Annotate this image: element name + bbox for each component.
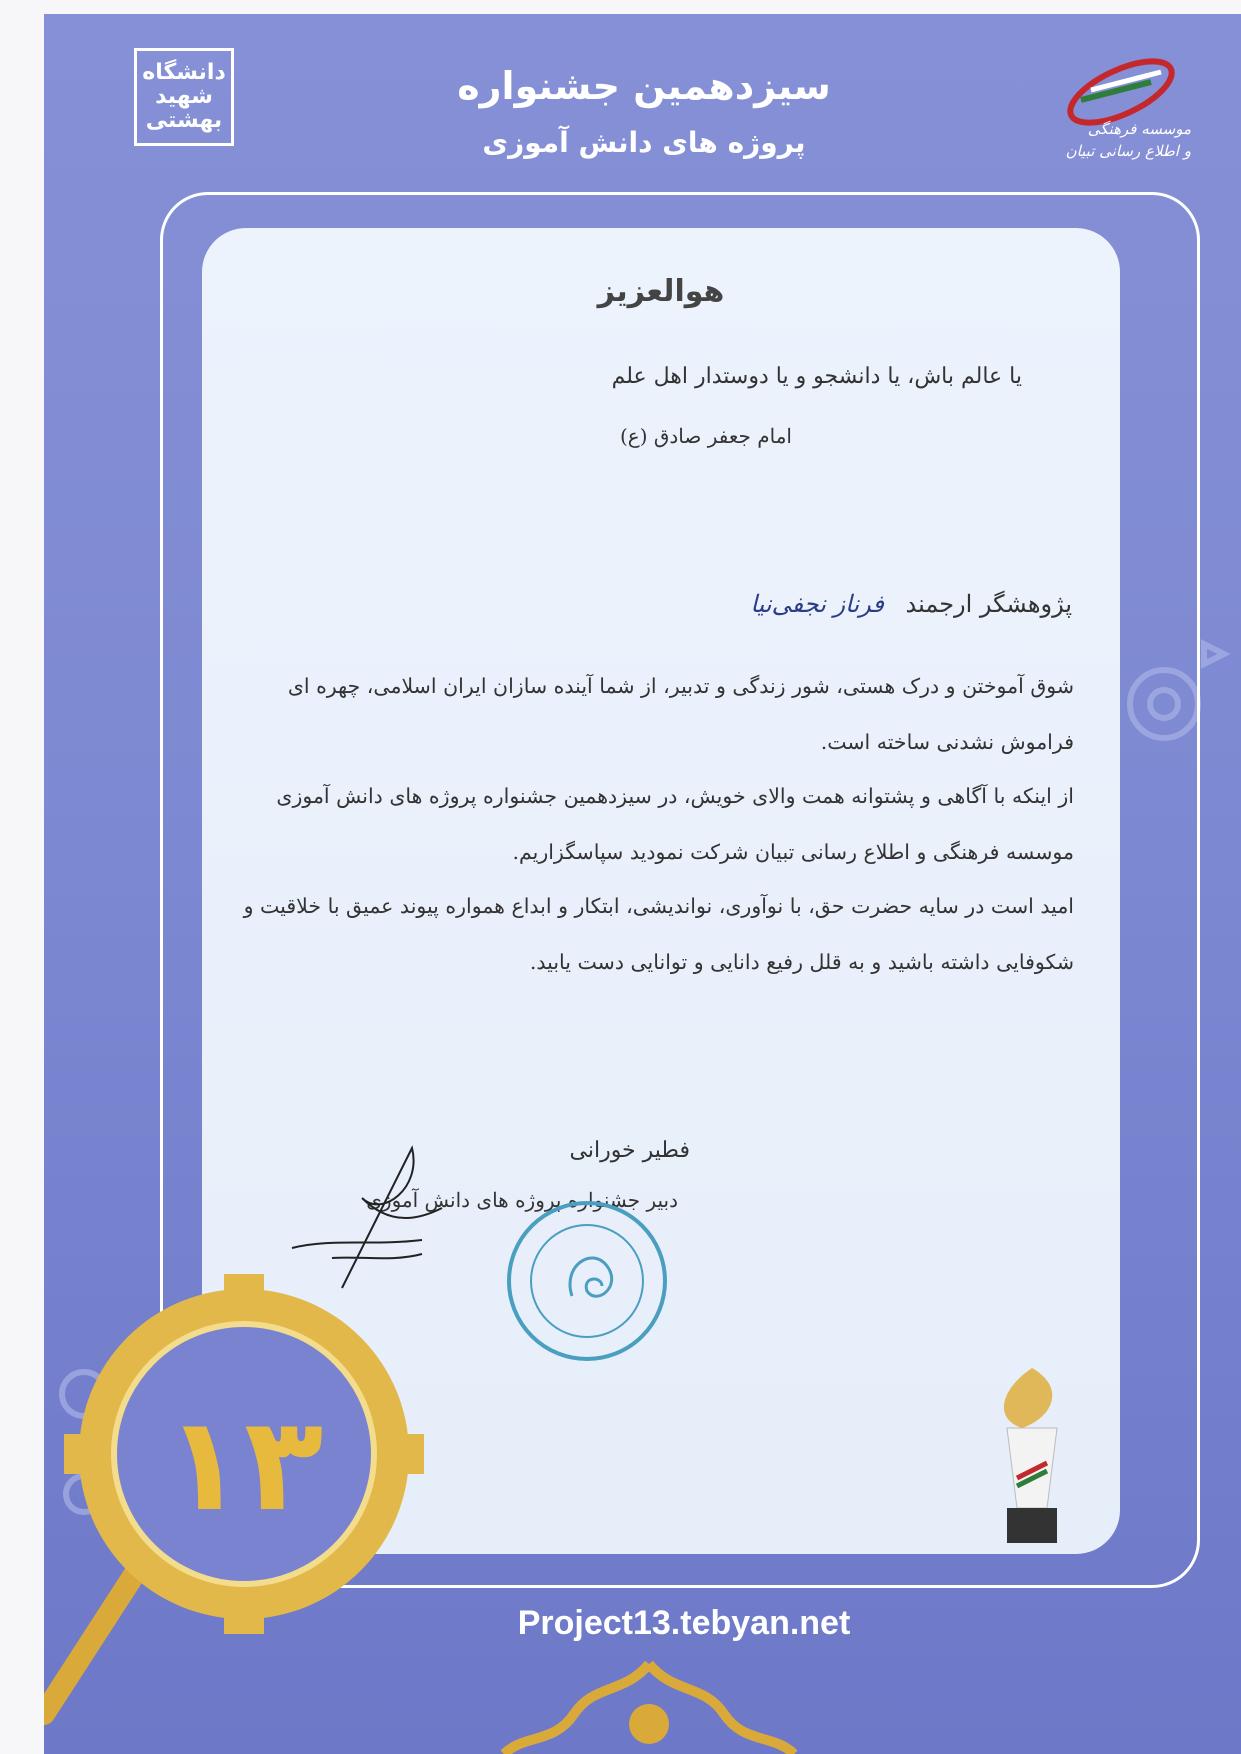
festival-subtitle: پروژه های دانش آموزی bbox=[482, 126, 806, 159]
paragraph-2: از اینکه با آگاهی و پشتوانه همت والای خویش، در سیزدهمین جشنواره پروژه های دانش آموزی موسسه فرهنگی و اطلاع رسانی تبیان شرکت نمودید سپاسگزاریم. bbox=[276, 784, 1074, 864]
tebyan-logo bbox=[1051, 42, 1201, 172]
quote-attribution: امام جعفر صادق (ع) bbox=[619, 424, 792, 448]
signatory-name: فطیر خورانی bbox=[569, 1138, 690, 1163]
paragraph-1: شوق آموختن و درک هستی، شور زندگی و تدبیر، از شما آینده سازان ایران اسلامی، چهره ای فراموش نشدنی ساخته است. bbox=[287, 674, 1074, 754]
recipient-name: فرناز نجفی‌نیا bbox=[750, 590, 884, 618]
festival-title: سیزدهمین جشنواره bbox=[457, 64, 831, 108]
footer-url: Project13.tebyan.net bbox=[517, 1604, 851, 1642]
svg-text:و اطلاع رسانی تبیان: و اطلاع رسانی تبیان bbox=[1065, 142, 1191, 160]
salutation: پژوهشگر ارجمند bbox=[905, 590, 1072, 618]
paragraph-3: امید است در سایه حضرت حق، با نوآوری، نواندیشی، ابتکار و ابداع همواره پیوند عمیق با خلاقیت و شکوفایی داشته باشید و به قلل رفیع دانایی و توانایی دست یابید. bbox=[243, 894, 1074, 974]
quote: یا عالم باش، یا دانشجو و یا دوستدار اهل علم bbox=[611, 364, 1022, 389]
graduation-cap-icon bbox=[1204, 644, 1224, 664]
university-logo bbox=[134, 48, 234, 146]
letter-heading: هوالعزیز bbox=[597, 274, 725, 309]
butterfly-icon bbox=[570, 1258, 612, 1296]
trophy-icon bbox=[972, 1358, 1092, 1548]
certificate-sheet bbox=[44, 14, 1241, 1754]
badge-number: ۱۳ bbox=[164, 1388, 324, 1540]
tebyan-logo-text: موسسه فرهنگی bbox=[1087, 120, 1191, 138]
festival-13-badge bbox=[44, 1244, 464, 1754]
salutation-line bbox=[402, 590, 1072, 618]
ornament-icon bbox=[484, 1654, 814, 1754]
signatory-title: دبیر جشنواره پروژه های دانش آموزی bbox=[366, 1188, 678, 1212]
official-stamp bbox=[502, 1196, 672, 1366]
university-logo-text: دانشگاه شهید بهشتی bbox=[142, 60, 226, 133]
